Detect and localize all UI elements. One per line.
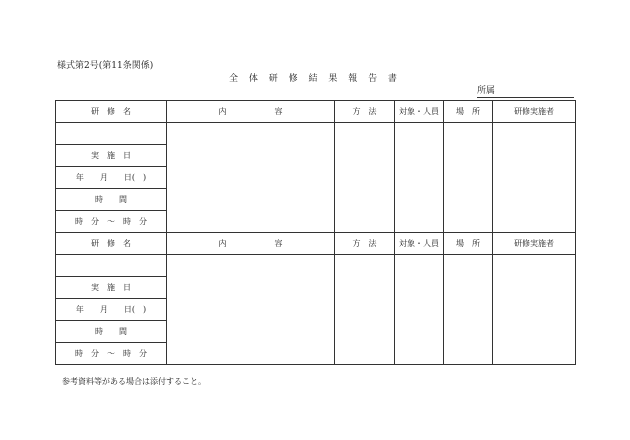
block-2-method-cell[interactable]: [335, 255, 395, 365]
block-2-time-label: 時 間: [56, 321, 167, 343]
block-1-target-people-cell[interactable]: [395, 123, 444, 233]
header-place: 場 所: [444, 233, 493, 255]
header-method: 方 法: [335, 101, 395, 123]
block-2-name-row: [56, 255, 576, 277]
block-1-name-row: [56, 123, 576, 145]
document-title: 全 体 研 修 結 果 報 告 書: [229, 74, 401, 84]
header-method: 方 法: [335, 233, 395, 255]
block-2-date-label: 実 施 日: [56, 277, 167, 299]
form-number: 様式第2号(第11条関係): [57, 61, 154, 71]
header-implementer: 研修実施者: [493, 101, 576, 123]
affiliation-field[interactable]: [477, 85, 574, 98]
block-1-date-label: 実 施 日: [56, 145, 167, 167]
header-implementer: 研修実施者: [493, 233, 576, 255]
header-place: 場 所: [444, 101, 493, 123]
header-content: 内 容: [167, 101, 335, 123]
block-2-header-row: [56, 233, 576, 255]
block-1-implementer-cell[interactable]: [493, 123, 576, 233]
report-table: [55, 100, 576, 365]
affiliation-label: 所属: [477, 86, 496, 96]
block-2-date-field[interactable]: 年 月 日( ): [56, 299, 167, 321]
block-1-place-cell[interactable]: [444, 123, 493, 233]
block-2-implementer-cell[interactable]: [493, 255, 576, 365]
header-target-people: 対象・人員: [395, 233, 444, 255]
header-target-people: 対象・人員: [395, 101, 444, 123]
header-training-name: 研 修 名: [56, 101, 167, 123]
header-training-name: 研 修 名: [56, 233, 167, 255]
header-content: 内 容: [167, 233, 335, 255]
block-1-header-row: [56, 101, 576, 123]
block-2-time-field[interactable]: 時 分 ～ 時 分: [56, 343, 167, 365]
block-2-content-cell[interactable]: [167, 255, 335, 365]
footer-note: 参考資料等がある場合は添付すること。: [62, 377, 206, 386]
block-2-training-name-cell[interactable]: [56, 255, 167, 277]
block-1-method-cell[interactable]: [335, 123, 395, 233]
block-1-date-field[interactable]: 年 月 日( ): [56, 167, 167, 189]
block-1-content-cell[interactable]: [167, 123, 335, 233]
block-1-time-field[interactable]: 時 分 ～ 時 分: [56, 211, 167, 233]
block-2-place-cell[interactable]: [444, 255, 493, 365]
block-1-training-name-cell[interactable]: [56, 123, 167, 145]
block-2-target-people-cell[interactable]: [395, 255, 444, 365]
block-1-time-label: 時 間: [56, 189, 167, 211]
